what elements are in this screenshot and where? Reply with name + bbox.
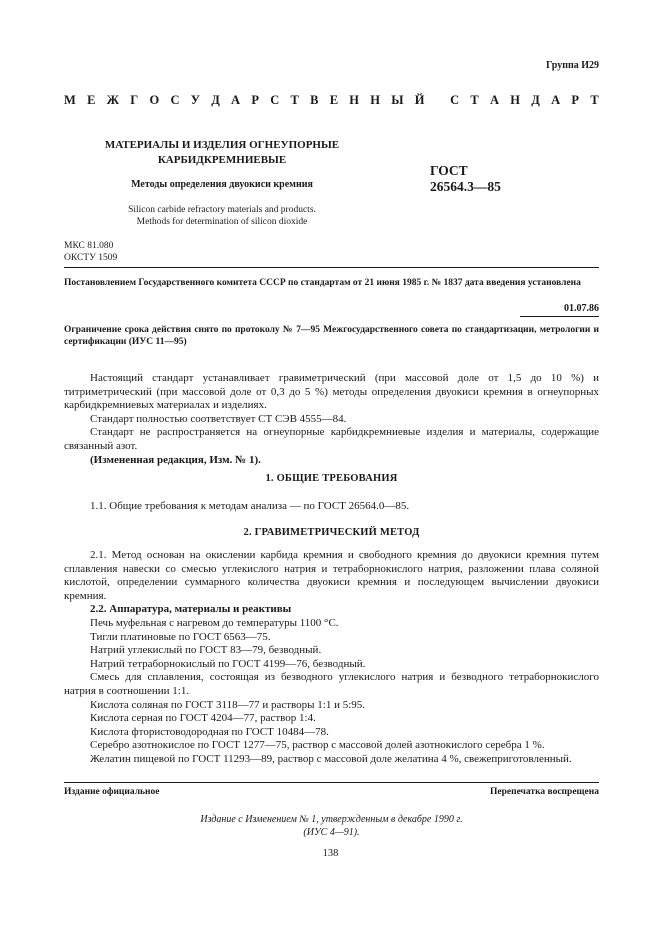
date-underline (520, 316, 599, 317)
standard-banner (64, 93, 599, 108)
mks-code: МКС 81.080 (64, 241, 114, 251)
section-1-paragraph: 1.1. Общие требования к методам анализа — по ГОСТ 26564.0—85. (90, 500, 410, 512)
list-item: Печь муфельная с нагревом до температуры 1100 °С. (90, 616, 339, 629)
banner-letter: Т (470, 93, 479, 107)
intro-paragraph: Стандарт полностью соответствует СТ СЭВ 4555—84. (90, 412, 347, 425)
banner-letter: С (170, 93, 180, 107)
section-2-body (64, 549, 599, 767)
banner-letter: А (551, 93, 561, 107)
list-item: Натрий углекислый по ГОСТ 83—79, безводный. (90, 644, 322, 657)
decree-text: Постановлением Государственного комитета СССР по стандартам от 21 июня 1985 г. № 1837 дата введения установлена (64, 278, 581, 288)
banner-letter: А (231, 93, 241, 107)
section-1-heading: 1. ОБЩИЕ ТРЕБОВАНИЯ (265, 473, 398, 484)
subtitle: Методы определения двуокиси кремния (131, 179, 313, 190)
banner-letter: Е (329, 93, 339, 107)
banner-letter: Й (414, 93, 425, 107)
banner-letter: Н (370, 93, 380, 107)
okstu-code: ОКСТУ 1509 (64, 252, 118, 263)
list-item: Серебро азотнокислое по ГОСТ 1277—75, раствор с массовой долей азотнокислого серебра 1 %. (90, 739, 545, 752)
banner-letter: Т (590, 93, 599, 107)
list-item: Желатин пищевой по ГОСТ 11293—89, раствор с массовой доле желатина 4 %, свежеприготовленный. (90, 752, 572, 765)
intro-paragraph: Стандарт не распространяется на огнеупорные карбидкремниевые изделия и материалы, содержащие связанный азот. (64, 426, 599, 452)
banner-letter: Ы (391, 93, 404, 107)
banner-letter: Е (87, 93, 96, 107)
edition-line-2: (ИУС 4—91). (303, 827, 360, 838)
title-english (64, 204, 380, 228)
banner-letter: А (490, 93, 500, 107)
list-item: Натрий тетраборнокислый по ГОСТ 4199—76, безводный. (90, 657, 366, 670)
title-en-line-1: Silicon carbide refractory materials and products. (128, 205, 316, 215)
gost-designation (430, 163, 501, 195)
footer-divider (64, 782, 599, 783)
list-item: Кислота серная по ГОСТ 4204—77, раствор 1:4. (90, 712, 316, 725)
list-item: Кислота соляная по ГОСТ 3118—77 и растворы 1:1 и 5:95. (90, 698, 366, 711)
gost-label: ГОСТ (430, 163, 468, 178)
effective-date: 01.07.86 (564, 303, 599, 314)
page-number: 138 (322, 848, 339, 859)
list-item: Смесь для сплавления, состоящая из безводного углекислого натрия и безводного тетраборнокислого натрия в соотношении 1:1. (64, 671, 599, 697)
banner-letter: Г (130, 93, 139, 107)
banner-letter: Н (349, 93, 360, 107)
intro (64, 372, 599, 467)
amendment-note: (Измененная редакция, Изм. № 1). (90, 453, 261, 466)
banner-letter: М (64, 93, 76, 107)
section-2-heading: 2. ГРАВИМЕТРИЧЕСКИЙ МЕТОД (243, 527, 420, 538)
gost-number: 26564.3—85 (430, 179, 501, 194)
divider (64, 267, 599, 268)
banner-letter: Р (251, 93, 259, 107)
banner-letter: О (149, 93, 160, 107)
restriction-text: Ограничение срока действия снято по протоколу № 7—95 Межгосударственного совета по стандартизации, метрологии и сертификации (ИУС 11—95) (64, 325, 599, 347)
banner-letter: Н (510, 93, 521, 107)
official-edition-label: Издание официальное (64, 787, 160, 797)
banner-letter: Д (531, 93, 540, 107)
banner-gap (436, 93, 439, 108)
banner-letter: У (190, 93, 200, 107)
classification-codes (64, 241, 117, 264)
banner-letter: С (270, 93, 280, 107)
document-title-block (64, 138, 380, 228)
intro-paragraph: Настоящий стандарт устанавливает гравиметрический (при массовой доле от 1,5 до 10 %) и титриметрический (при массовой доле от 0,3 до 5 %) методы определения двуокиси кремния в огнеупорных карбидкремниевых материалах и изделиях. (64, 372, 599, 412)
reprint-prohibited-label: Перепечатка воспрещена (489, 787, 599, 797)
banner-letter: Р (571, 93, 580, 107)
banner-letter: Ж (106, 93, 120, 107)
subsection-heading: 2.2. Аппаратура, материалы и реактивы (90, 603, 292, 616)
banner-letter: Д (211, 93, 220, 107)
banner-letter: Т (290, 93, 299, 107)
list-item: Тигли платиновые по ГОСТ 6563—75. (90, 630, 271, 643)
section-1-body (64, 500, 599, 514)
list-item: Кислота фтористоводородная по ГОСТ 10484—78. (90, 725, 329, 738)
banner-letter: С (450, 93, 460, 107)
title-en-line-2: Methods for determination of silicon dioxide (136, 217, 308, 227)
section-2-paragraph: 2.1. Метод основан на окислении карбида кремния и свободного кремния до двуокиси кремния путем сплавления навески со смесью углекислого натрия и тетраборнокислого натрия, разложении плава соляной кислотой, определении суммарного количества двуокиси кремния и последующем вычислении двуокиси кремния. (64, 549, 599, 602)
edition-line-1: Издание с Изменением № 1, утвержденным в декабре 1990 г. (200, 814, 463, 825)
edition-note (64, 813, 599, 839)
title-line-1: МАТЕРИАЛЫ И ИЗДЕЛИЯ ОГНЕУПОРНЫЕ (104, 139, 340, 151)
banner-letter: В (310, 93, 319, 107)
title-line-2: КАРБИДКРЕМНИЕВЫЕ (157, 154, 287, 166)
group-code: Группа И29 (546, 60, 599, 71)
